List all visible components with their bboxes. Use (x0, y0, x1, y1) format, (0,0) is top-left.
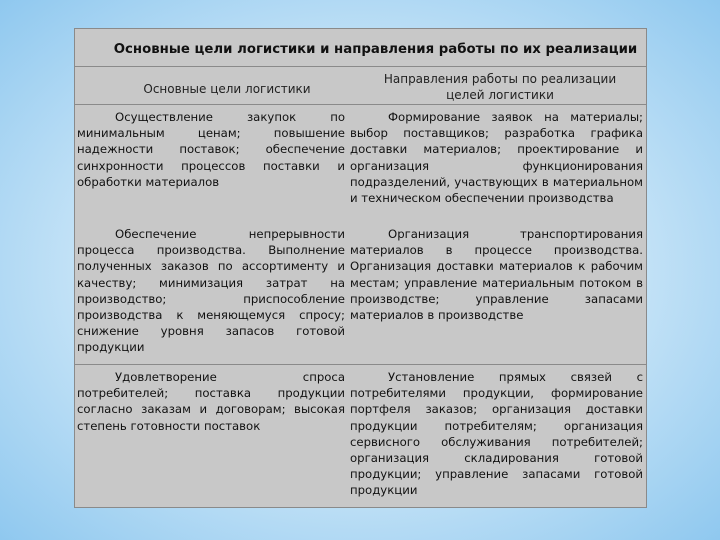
direction-text: Установление прямых связей с потребителями продукции, формирование портфеля заказов; организация доставки продукции потребителям; организация сервисного обслуживания потребителей; организация складирования готовой продукции; управление запасами готовой продукции (350, 370, 643, 498)
direction-text: Организация транспортирования материалов в процессе производства. Организация доставки материалов к рабочим местам; управление материальным потоком в производстве; управление запасами материалов в производстве (350, 227, 643, 323)
header-directions-line1: Направления работы по реализации (383, 72, 617, 86)
goal-text: Осуществление закупок по минимальным ценам; повышение надежности поставок; обеспечение синхронности процессов поставки и обработки материалов (77, 110, 345, 189)
direction-text: Формирование заявок на материалы; выбор поставщиков; разработка графика доставки материалов; проектирование и организация функционирования подразделений, участвующих в материальном и техническом обеспечении производства (350, 110, 643, 206)
goal-cell (77, 226, 345, 356)
document-sheet (74, 28, 647, 508)
header-directions (355, 71, 645, 103)
goal-cell (77, 109, 345, 190)
header-goals: Основные цели логистики (143, 82, 311, 96)
divider (75, 104, 646, 105)
goal-text: Удовлетворение спроса потребителей; поставка продукции согласно заказам и договорам; высокая степень готовности поставок (77, 370, 345, 433)
direction-cell (350, 369, 643, 499)
goal-cell (77, 369, 345, 434)
page-title: Основные цели логистики и направления работы по их реализации (113, 42, 638, 57)
divider (75, 66, 646, 67)
goal-text: Обеспечение непрерывности процесса производства. Выполнение полученных заказов по ассортименту и качеству; минимизация затрат на производство; приспособление производства к меняющемуся спросу; снижение уровня запасов готовой продукции (77, 227, 345, 355)
direction-cell (350, 109, 643, 206)
header-directions-line2: целей логистики (446, 88, 554, 102)
divider (75, 364, 646, 365)
direction-cell (350, 226, 643, 323)
